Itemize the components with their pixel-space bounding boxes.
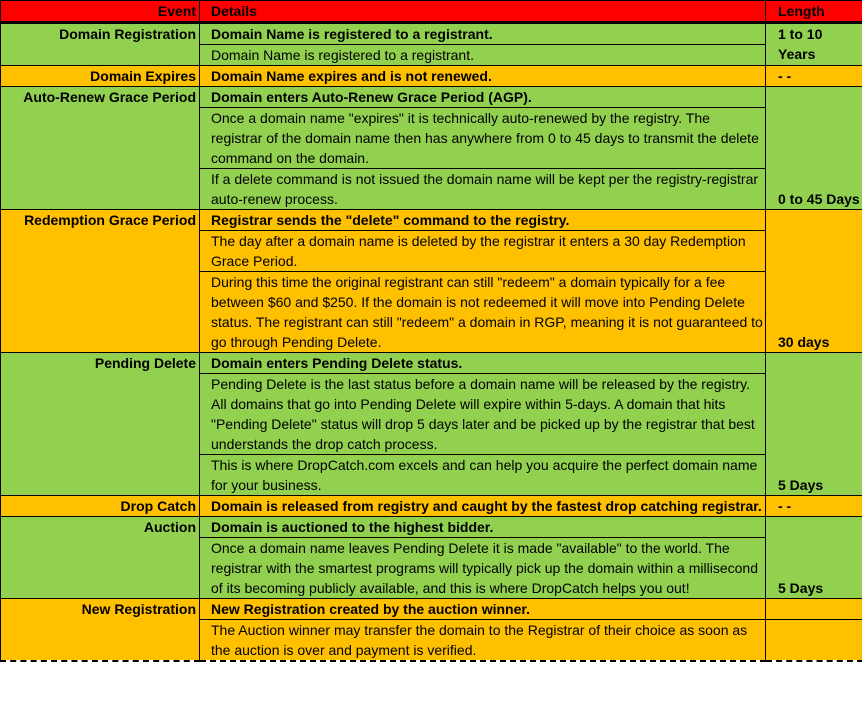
length-column-header: Length	[766, 1, 862, 23]
length-cell: - -	[766, 496, 862, 517]
detail-cell: Domain enters Pending Delete status.	[200, 353, 766, 374]
event-cell: Pending Delete	[1, 353, 200, 496]
table-row	[1, 23, 862, 45]
table-row	[1, 87, 862, 108]
event-cell: Redemption Grace Period	[1, 210, 200, 353]
detail-cell: If a delete command is not issued the domain name will be kept per the registry-registrar auto-renew process.	[200, 169, 766, 210]
length-cell: - -	[766, 66, 862, 87]
table-row	[1, 66, 862, 87]
detail-cell: Domain is auctioned to the highest bidder.	[200, 517, 766, 538]
detail-cell: Once a domain name "expires" it is technically auto-renewed by the registry. The registrar of the domain name then has anywhere from 0 to 45 days to transmit the delete command on the domain.	[200, 108, 766, 169]
length-cell: 5 Days	[766, 517, 862, 599]
event-cell: Auto-Renew Grace Period	[1, 87, 200, 210]
event-cell: Domain Registration	[1, 23, 200, 66]
detail-cell: Domain Name expires and is not renewed.	[200, 66, 766, 87]
detail-cell: Pending Delete is the last status before a domain name will be released by the registry. All domains that go into Pending Delete will expire within 5-days. A domain that hits "Pending Delete" status will drop 5 days later and be picked up by the registrar that best understands the drop catch process.	[200, 374, 766, 455]
detail-cell: New Registration created by the auction winner.	[200, 599, 766, 620]
event-cell: New Registration	[1, 599, 200, 662]
table-row	[1, 496, 862, 517]
length-cell	[766, 599, 862, 620]
detail-cell: The day after a domain name is deleted by the registrar it enters a 30 day Redemption Grace Period.	[200, 231, 766, 272]
length-cell-empty	[766, 620, 862, 662]
detail-cell: Domain is released from registry and caught by the fastest drop catching registrar.	[200, 496, 766, 517]
table-row	[1, 353, 862, 374]
table-row	[1, 599, 862, 620]
event-cell: Drop Catch	[1, 496, 200, 517]
detail-cell: Domain Name is registered to a registrant.	[200, 23, 766, 45]
length-cell: 0 to 45 Days	[766, 87, 862, 210]
event-cell: Domain Expires	[1, 66, 200, 87]
detail-cell: Domain Name is registered to a registrant.	[200, 45, 766, 66]
detail-cell: This is where DropCatch.com excels and can help you acquire the perfect domain name for your business.	[200, 455, 766, 496]
details-column-header: Details	[200, 1, 766, 23]
length-cell: 5 Days	[766, 353, 862, 496]
event-cell: Auction	[1, 517, 200, 599]
detail-cell: During this time the original registrant can still "redeem" a domain typically for a fee between $60 and $250. If the domain is not redeemed it will move into Pending Delete status. The registrant can still "redeem" a domain in RGP, meaning it is not guaranteed to go through Pending Delete.	[200, 272, 766, 353]
table-row	[1, 210, 862, 231]
length-cell: 1 to 10 Years	[766, 23, 862, 66]
detail-cell: The Auction winner may transfer the domain to the Registrar of their choice as soon as the auction is over and payment is verified.	[200, 620, 766, 662]
detail-cell: Domain enters Auto-Renew Grace Period (AGP).	[200, 87, 766, 108]
table-row	[1, 517, 862, 538]
header-row	[1, 1, 862, 23]
event-column-header: Event	[1, 1, 200, 23]
detail-cell: Registrar sends the "delete" command to the registry.	[200, 210, 766, 231]
length-cell: 30 days	[766, 210, 862, 353]
detail-cell: Once a domain name leaves Pending Delete it is made "available" to the world. The registrar with the smartest programs will typically pick up the domain within a millisecond of its becoming publicly available, and this is where DropCatch helps you out!	[200, 538, 766, 599]
